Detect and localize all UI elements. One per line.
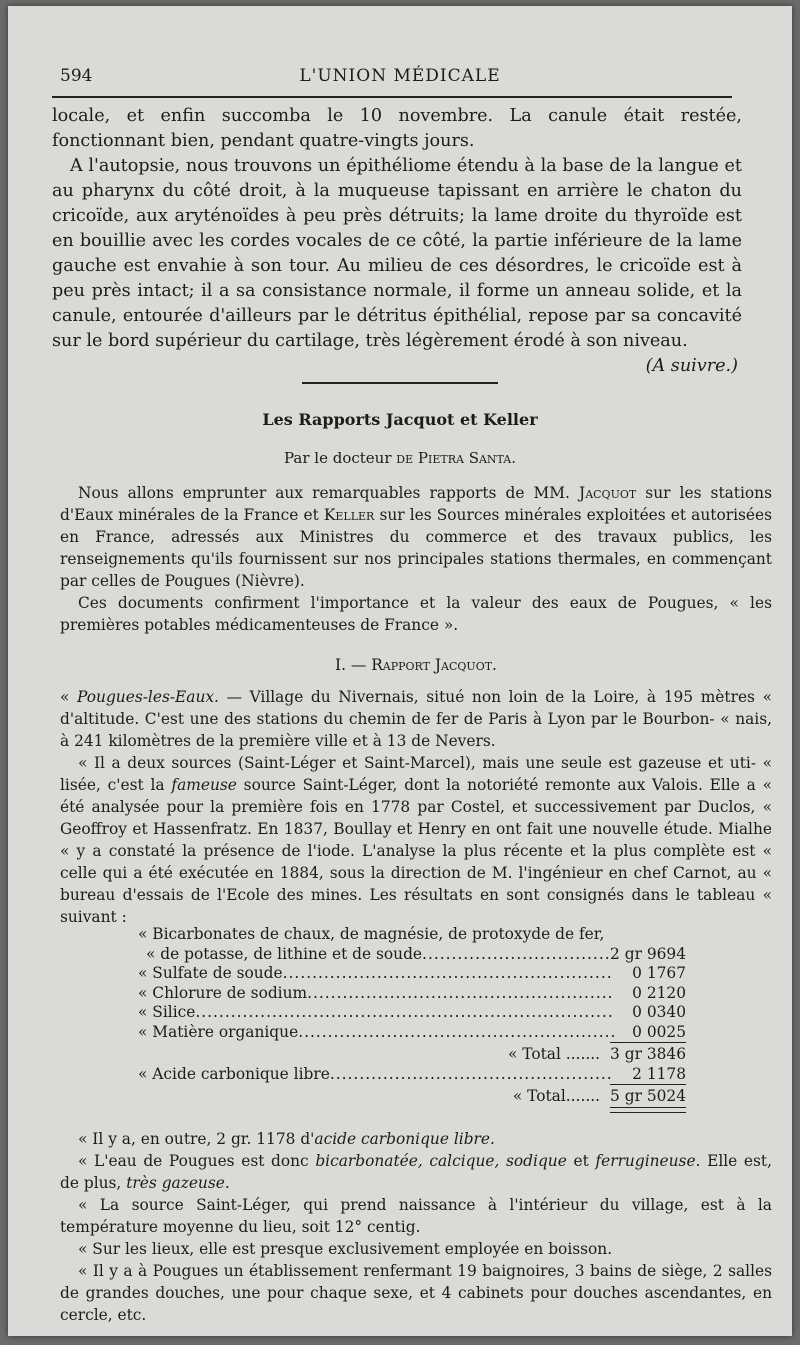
row-label: « Bicarbonates de chaux, de magnésie, de protoxyde de fer, [138, 925, 605, 943]
text: sur les Sources minérales exploitées et autorisées en France, adressés aux Ministres du commerce et des travaux publics, les renseignements qu'ils fournissent sur nos principales stations thermales, en commençant par celles de Pougues (Nièvre). [60, 506, 773, 590]
row-value: 2 gr 9694 [610, 944, 686, 963]
text: et [573, 1152, 589, 1170]
text: Nous allons emprunter aux remarquables rapports de MM. [78, 484, 570, 502]
total-label: « Total ....... [507, 1045, 601, 1063]
header-rule [52, 96, 732, 98]
row-value: 2 1178 [632, 1064, 686, 1083]
total-row [138, 1087, 686, 1107]
byline [0, 449, 800, 467]
total-row [138, 1045, 686, 1065]
row-label: « Matière organique [138, 1022, 299, 1041]
emphasis: fameuse [171, 776, 237, 794]
article-title: Les Rapports Jacquot et Keller [262, 410, 538, 429]
table-row [138, 1023, 686, 1043]
double-rule [610, 1107, 686, 1113]
row-label: « de potasse, de lithine et de soude [146, 944, 423, 963]
text: « Il a deux sources (Saint-Léger et Saint-Marcel), mais une seule est gazeuse et uti- « lisée, c'est la [60, 754, 772, 794]
text: « Il y a, en outre, 2 gr. 1178 d' [78, 1130, 315, 1148]
table-row [138, 964, 686, 984]
section-rule [302, 382, 498, 384]
to-be-continued: (A suivre.) [645, 356, 738, 376]
quote-paragraph: « Pougues-les-Eaux. — Village du Nivernais, situé non loin de la Loire, à 195 mètres « d'altitude. C'est une des stations du chemin de fer de Paris à Lyon par le Bourbon- « nais, à 241 kilomètres de la première ville et à 13 de Nevers. [60, 688, 772, 750]
emphasis: ferrugineuse. [595, 1152, 701, 1170]
paragraph-text: A l'autopsie, nous trouvons un épithéliome étendu à la base de la langue et au pharynx du côté droit, à la muqueuse tapissant en arrière le chaton du cricoïde, aux aryténoïdes à peu près détruits; la lame droite du thyroïde est en bouillie avec les cordes vocales de ce côté, la partie inférieure de la lame gauche est envahie à son tour. Au milieu de ces désordres, le cricoïde est à peu près intact; il a sa consistance normale, il forme un anneau solide, et la canule, entourée d'ailleurs par le détritus épithélial, repose par sa concavité sur le bord supérieur du cartilage, très légèrement érodé à son niveau. [52, 156, 742, 351]
paragraph: « Sur les lieux, elle est presque exclusivement employée en boisson. [78, 1240, 613, 1258]
quote-paragraph [60, 752, 772, 928]
table-row [138, 984, 686, 1004]
paragraph: « Il y a à Pougues un établissement renfermant 19 baignoires, 3 bains de siège, 2 salles de grandes douches, une pour chaque sexe, et 4 cabinets pour douches ascendantes, en cercle, etc. [60, 1262, 772, 1324]
sum-rule [610, 1084, 686, 1085]
closing-text [60, 1128, 772, 1326]
author-ref: Jacquot [579, 484, 637, 502]
sum-rule [610, 1042, 686, 1043]
continuation-text [52, 104, 742, 379]
table-row [138, 945, 686, 965]
author-ref: Keller [323, 506, 375, 524]
place-name: Pougues-les-Eaux. [77, 688, 219, 706]
analysis-table [138, 925, 686, 1113]
row-value: 0 0025 [632, 1022, 686, 1041]
row-value: 0 0340 [632, 1003, 686, 1021]
text: « L'eau de Pougues est donc [78, 1152, 309, 1170]
total-value: 5 gr 5024 [610, 1087, 686, 1105]
paragraph: locale, et enfin succomba le 10 novembre. La canule était restée, fonctionnant bien, pendant quatre-vingts jours. [52, 106, 742, 151]
paragraph [60, 482, 772, 592]
page-header [60, 64, 740, 94]
section-heading [60, 654, 772, 676]
emphasis: très gazeuse. [126, 1174, 230, 1192]
row-value: 0 1767 [632, 964, 686, 982]
table-row [138, 1065, 686, 1085]
paragraph [60, 1128, 772, 1150]
row-label: « Acide carbonique libre [138, 1064, 330, 1083]
emphasis: bicarbonatée, calcique, sodique [315, 1152, 567, 1170]
row-label: « Silice [138, 1003, 196, 1021]
paragraph [60, 1150, 772, 1194]
section-name: Rapport Jacquot. [371, 656, 497, 674]
emphasis: acide carbonique libre. [314, 1130, 495, 1148]
article-body [60, 482, 772, 928]
paragraph [52, 154, 742, 376]
total-value: 3 gr 3846 [610, 1045, 686, 1063]
row-label: « Sulfate de soude [138, 964, 283, 982]
section-number: I. — [335, 656, 367, 674]
byline-prefix: Par le docteur [283, 449, 392, 467]
author-name: de Pietra Santa. [396, 449, 516, 467]
paragraph: « La source Saint-Léger, qui prend naissance à l'intérieur du village, est à la température moyenne du lieu, soit 12° centig. [60, 1196, 772, 1236]
row-label: « Chlorure de sodium [138, 983, 308, 1002]
text: — Village du Nivernais, situé non loin de la Loire, à 195 mètres « d'altitude. C'est une des stations du chemin de fer de Paris à Lyon par le Bourbon- « nais, à 241 kilomètres de la première ville et à 13 de Nevers. [60, 688, 772, 750]
running-title: L'UNION MÉDICALE [299, 66, 501, 86]
row-value: 0 2120 [632, 983, 686, 1002]
table-row [138, 925, 686, 945]
text: Elle est, de plus, [60, 1152, 772, 1192]
paragraph: Ces documents confirment l'importance et la valeur des eaux de Pougues, « les premières potables médicamenteuses de France ». [60, 594, 772, 634]
text: sur les stations d'Eaux minérales de la France et [60, 484, 772, 524]
total-label: « Total....... [512, 1087, 601, 1105]
page-number: 594 [60, 66, 93, 86]
text: source Saint-Léger, dont la notoriété remonte aux Valois. Elle a « été analysée pour la première fois en 1778 par Costel, et successivement par Duclos, « Geoffroy et Hassenfratz. En 1837, Boullay et Henry en ont fait une nouvelle étude. Mialhe « y a constaté la présence de l'iode. L'analyse la plus récente et la plus complète est « celle qui a été exécutée en 1884, sous la direction de M. l'ingénieur en chef Carnot, au « bureau d'essais de l'Ecole des mines. Les résultats en sont consignés dans le tableau « suivant : [60, 776, 772, 926]
table-row [138, 1003, 686, 1023]
